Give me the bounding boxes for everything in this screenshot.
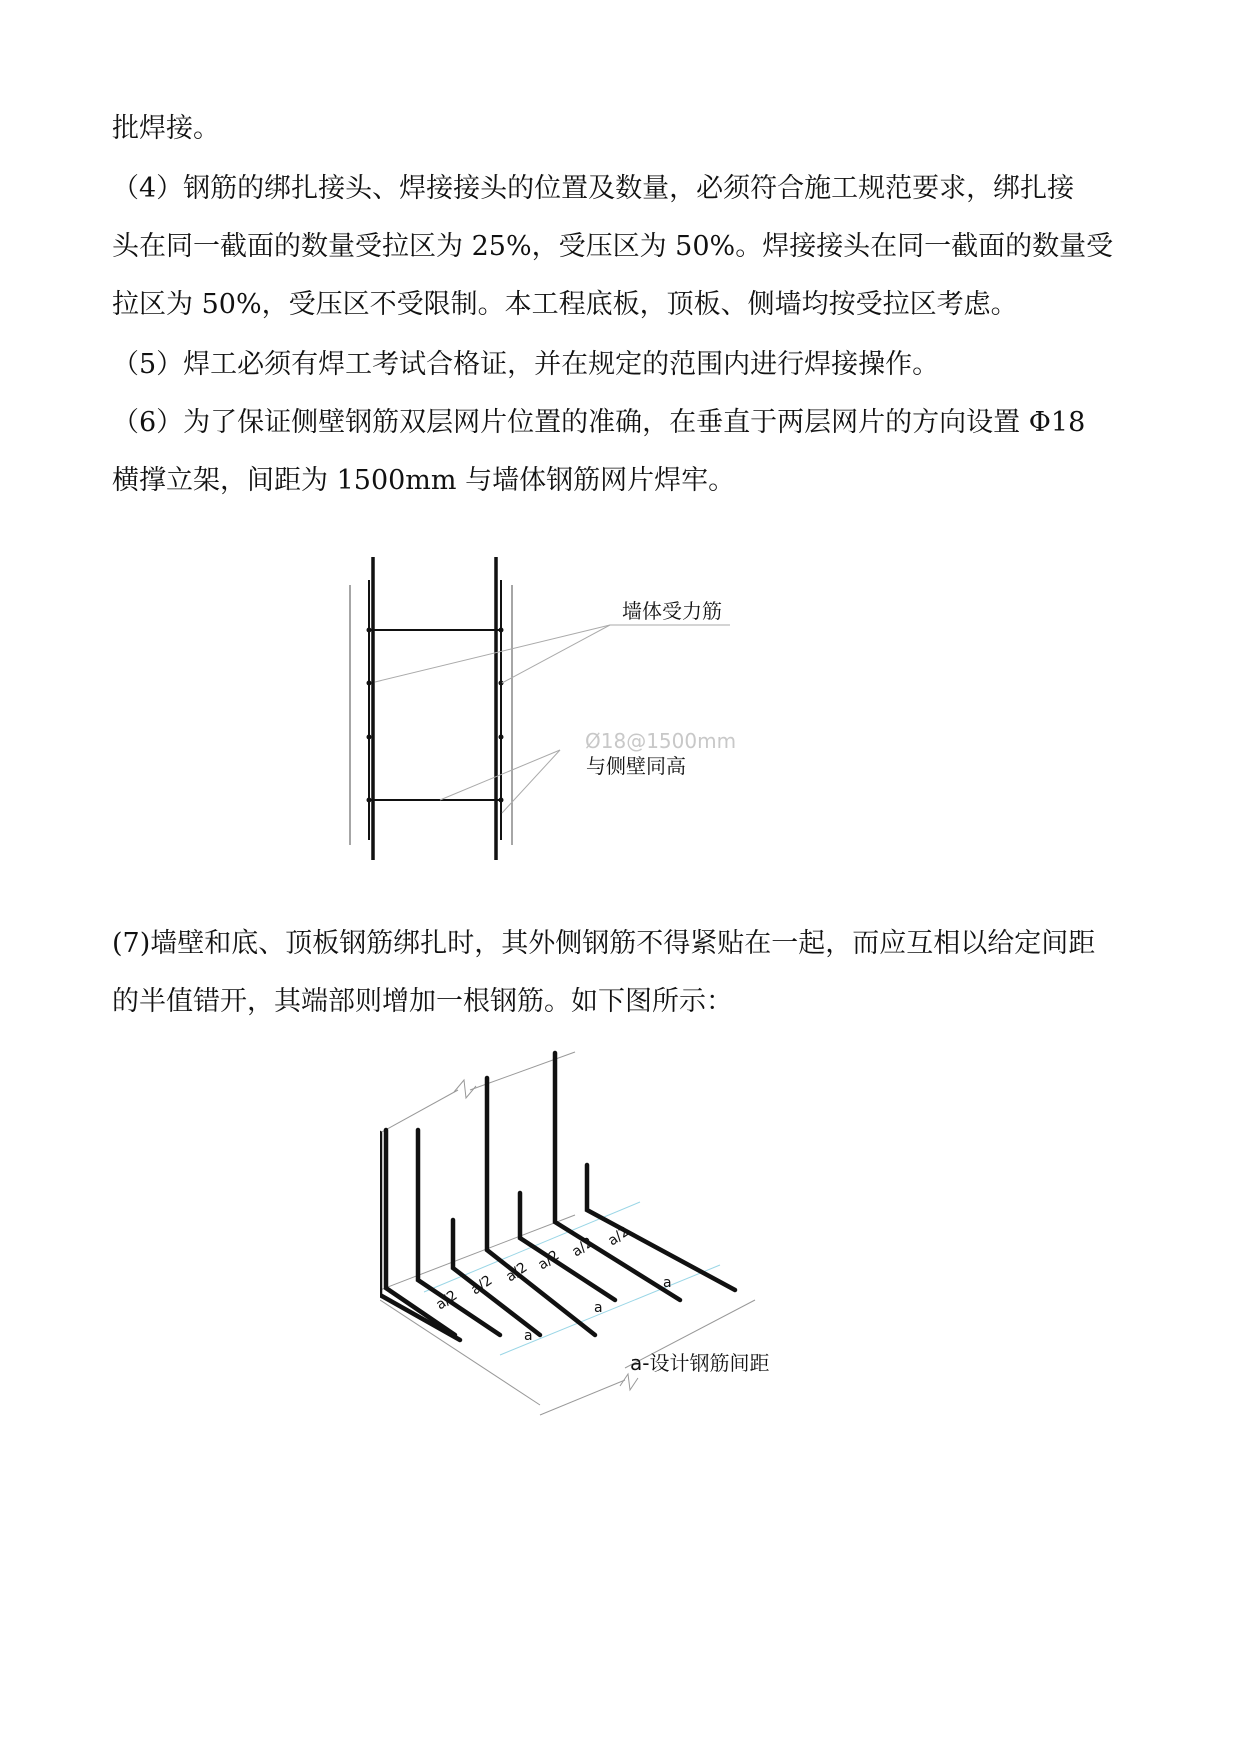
text-line: (7)墙壁和底、顶板钢筋绑扎时，其外侧钢筋不得紧贴在一起，而应互相以给定间距 — [112, 928, 1096, 959]
spacing-label: a — [524, 1328, 533, 1344]
cross-braces — [369, 630, 501, 800]
main-bar-label: 墙体受力筋 — [622, 599, 722, 623]
half-spacing-label: a/2 — [535, 1247, 563, 1274]
half-spacing-label: a/2 — [468, 1272, 496, 1299]
height-label: 与侧壁同高 — [586, 754, 686, 778]
paragraph-continuation — [112, 100, 1152, 158]
text-line: 横撑立架，间距为 1500mm 与墙体钢筋网片焊牢。 — [112, 465, 736, 496]
text-line: 批焊接。 — [112, 113, 220, 144]
text-line: 的半值错开，其端部则增加一根钢筋。如下图所示： — [112, 986, 733, 1017]
paragraph-4 — [112, 160, 1152, 334]
text-line: 拉区为 50%，受压区不受限制。本工程底板，顶板、侧墙均按受拉区考虑。 — [112, 289, 1018, 320]
half-spacing-label: a/2 — [569, 1234, 597, 1261]
paragraph-6 — [112, 394, 1152, 510]
text-line: （5）焊工必须有焊工考试合格证，并在规定的范围内进行焊接操作。 — [112, 349, 940, 380]
half-spacing-label: a/2 — [605, 1223, 633, 1250]
spacing-label: Ø18@1500mm — [585, 729, 737, 753]
spacing-label: a — [663, 1275, 672, 1291]
text-line: （4）钢筋的绑扎接头、焊接接头的位置及数量，必须符合施工规范要求，绑扎接 — [112, 173, 1075, 204]
rebar-bars — [380, 1053, 735, 1340]
wall-brace-diagram — [330, 550, 830, 890]
half-spacing-label: a/2 — [503, 1259, 531, 1286]
dimension-labels — [433, 1223, 671, 1344]
text-line: （6）为了保证侧壁钢筋双层网片位置的准确，在垂直于两层网片的方向设置 Φ18 — [112, 407, 1086, 438]
figure-caption: a-设计钢筋间距 — [630, 1351, 770, 1375]
paragraph-7 — [112, 915, 1152, 1031]
paragraph-5 — [112, 336, 1152, 394]
weld-points — [367, 628, 504, 803]
text-line: 头在同一截面的数量受拉区为 25%，受压区为 50%。焊接接头在同一截面的数量受 — [112, 231, 1114, 262]
spacing-label: a — [594, 1300, 603, 1316]
staggered-rebar-diagram — [380, 1050, 880, 1420]
main-bars — [373, 557, 496, 860]
leader-lines — [375, 625, 730, 813]
half-spacing-label: a/2 — [433, 1287, 461, 1314]
